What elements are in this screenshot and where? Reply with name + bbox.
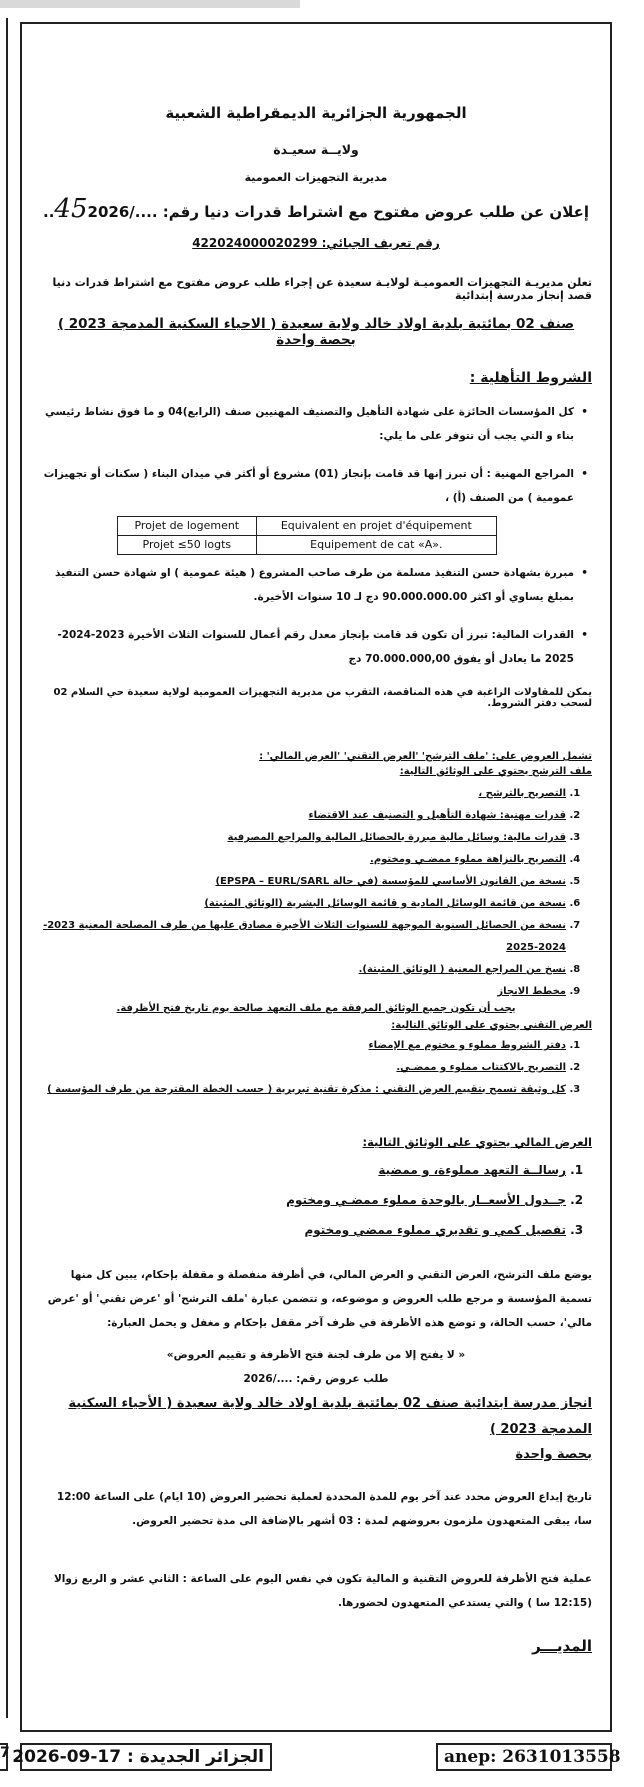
submission-paragraph: يوضع ملف الترشح، العرض التقني و العرض المالي، في أظرفة منفصلة و مقفلة بإحكام، يبين كل منها تسمية المؤسسة و مرجع طلب العروض و موضوعه، و تتضمن عبارة 'ملف الترشح' أو 'عرض تقني' أو 'عرض مالي'، حسب الحالة، و توضع هذه الأظرفة في ظرف آخر مقفل بإحكام و مغفل و يحمل العبارة:	[47, 1269, 592, 1329]
technical-list	[40, 1035, 592, 1101]
list-item: 8. نسخ من المراجع المعنية ( الوثائق المثبتة).	[40, 959, 566, 981]
availability-note: يمكن للمقاولات الراغبة في هذه المناقصة، التقرب من مديرية التجهيزات العمومية لولاية سعيدة حي السلام 02 لسحب دفتر الشروط.	[53, 687, 592, 709]
deadline-paragraph: تاريخ إيداع العروض محدد عند آخر يوم للمدة المحددة لعملية تحضير العروض (10 ايام) على الساعة 12:00 سا، يبقى المتعهدون ملزمون بعروضهم لمدة : 03 أشهر بالإضافة الى مدة تحضير العروض.	[56, 1491, 592, 1527]
list-item: 6. نسخة من قائمة الوسائل المادية و قائمة الوسائل البشرية (الوثائق المثبتة)	[40, 893, 566, 915]
announcement-suffix: 2026/....	[87, 203, 158, 221]
condition-item-2	[40, 462, 574, 555]
list-item: 4. التصريح بالنزاهة مملوء ممضـي ومختوم.	[40, 849, 566, 871]
submission-quote: « لا يفتح إلا من طرف لجنة فتح الأظرفة و تقييم العروض»	[166, 1349, 466, 1361]
condition-item-1: • كل المؤسسات الحائزة على شهادة التأهيل والتصنيف المهنيين صنف (الرابع)04 و ما فوق نشاط رئيسي بناء و التي يجب أن تتوفر على ما يلي:	[40, 400, 574, 448]
condition-item-4: • القدرات المالية: تبرز أن تكون قد قامت بإنجاز معدل رقم أعمال للسنوات الثلاث الأخيرة 2023-2024-2025 ما يعادل أو يفوق 70.000.000,00 دج	[40, 623, 574, 671]
list-item: 1. رسالــة التعهد مملوءة، و ممضية	[40, 1155, 566, 1185]
announcement-body	[40, 38, 592, 1655]
candidature-list	[40, 783, 592, 1003]
financial-title: العرض المالي يحتوي على الوثائق التالية:	[362, 1135, 592, 1149]
condition-item-3: • مبررة بشهادة حسن التنفيذ مسلمة من طرف صاحب المشروع ( هيئة عمومية ) او شهادة حسن التنفيذ بمبلغ يساوي أو اكثر 90.000.000.00 دج لـ 10 سنوات الأخيرة.	[40, 561, 574, 609]
project-line-1: انجاز مدرسة ابتدائية صنف 02 بمائتية بلدية اولاد خالد ولاية سعيدة ( الأحياء السكنية المدمجة 2023 )	[68, 1396, 592, 1437]
list-item: 3. قدرات مالية: وسائل مالية مبررة بالحصائل المالية والمراجع المصرفية	[40, 827, 566, 849]
announcement-prefix: إعلان عن طلب عروض مفتوح مع اشتراط قدرات دنيا رقم:	[162, 203, 589, 221]
intro-line-2: صنف 02 بمائتية بلدية اولاد خالد ولاية سعيدة ( الاحياء السكنية المدمجة 2023 ) بحصة واحدة	[57, 316, 575, 348]
request-number: طلب عروض رقم: ..../2026	[243, 1373, 389, 1385]
candidature-title: ملف الترشح يحتوي على الوثائق التالية:	[399, 766, 592, 777]
wilaya-heading: ولايــة سعيـدة	[273, 142, 359, 157]
newspaper-date: الجزائر الجديدة : 17-09-2026	[20, 1743, 272, 1771]
table-cell: Equipement de cat «A».	[256, 536, 496, 555]
table-cell: Projet ≤50 logts	[118, 536, 257, 555]
tax-id: رقم تعريف الجبائي: 422024000020299	[192, 236, 440, 250]
announcement-title: إعلان عن طلب عروض مفتوح مع اشتراط قدرات دنيا رقم: ..452026/....	[43, 194, 589, 224]
republic-heading: الجمهورية الجزائرية الديمقراطية الشعبية	[165, 104, 467, 122]
top-gray-bar	[0, 0, 300, 8]
list-item: 5. نسخة من القانون الأساسي للمؤسسة (في حالة EPSPA – EURL/SARL)	[40, 871, 566, 893]
edge-fragment: 7	[0, 1743, 8, 1771]
left-column-rule	[6, 18, 8, 1718]
anep-reference: anep: 2631013558	[436, 1743, 612, 1771]
table-row	[118, 517, 497, 536]
announcement-number: 45	[54, 194, 88, 224]
list-item: 1. التصريح بالترشح ،	[40, 783, 566, 805]
table-row	[118, 536, 497, 555]
financial-list	[40, 1155, 592, 1245]
conditions-title: الشروط التأهلية :	[469, 370, 592, 386]
condition-item-2-text: المراجع المهنية : أن تبرز إنها قد قامت بإنجاز (01) مشروع أو أكثر في ميدان البناء ( سكنات أو تجهيزات عمومية ) من الصنف (أ) ،	[43, 468, 574, 504]
list-item: 3. تفصيل كمي و تقديري مملوء ممضي ومختوم	[40, 1215, 566, 1245]
directorate-heading: مديرية التجهيزات العمومية	[244, 171, 388, 184]
candidature-note: يجب أن تكون جميع الوثائق المرفقة مع ملف التعهد صالحة يوم تاريخ فتح الأظرفة.	[116, 1003, 516, 1014]
financial-block	[40, 1155, 592, 1245]
list-item: 2. قدرات مهنية: شهادة التأهيل و التصنيف عند الاقتضاء	[40, 805, 566, 827]
conditions-list	[40, 400, 592, 671]
list-item: 9. مخطط الانجاز	[40, 981, 566, 1003]
list-item: 3. كل وثيقة تسمح بتقييم العرض التقني : مذكرة تقنية تبريرية ( حسب الخطة المقترحة من طرف المؤسسة )	[40, 1079, 566, 1101]
signature: المديـــر	[532, 1637, 592, 1655]
equivalence-table	[117, 516, 497, 555]
announcement-frame	[20, 22, 612, 1732]
list-item: 2. جــدول الأسعــار بالوحدة مملوء ممضـي ومختوم	[40, 1185, 566, 1215]
list-item: 7. نسخة من الحصائل السنوية الموجهة للسنوات الثلاث الأخيرة مصادق عليها من طرف المصلحة المعنية 2023-2024-2025	[40, 915, 566, 959]
table-cell: Equivalent en projet d'équipement	[256, 517, 496, 536]
footer	[12, 1743, 621, 1773]
offers-section	[40, 751, 592, 1245]
list-item: 1. دفتر الشروط مملوء و مختوم مع الإمضاء	[40, 1035, 566, 1057]
technical-title: العرض التقني يحتوي على الوثائق التالية:	[391, 1020, 592, 1031]
intro-line-1: تعلن مديريـة التجهيزات العموميـة لولايـة سعيدة عن إجراء طلب عروض مفتوح مع اشتراط قدرات دنيا قصد إنجاز مدرسة إبتدائية	[52, 276, 592, 302]
opening-paragraph: عملية فتح الأظرفة للعروض التقنية و المالية تكون في نفس اليوم على الساعة : الثاني عشر و الربع زوالا (12:15 سا ) والتي يستدعي المتعهدون لحضورها.	[53, 1573, 592, 1609]
table-cell: Projet de logement	[118, 517, 257, 536]
list-item: 2. التصريح بالاكتتاب مملوء و ممضـي.	[40, 1057, 566, 1079]
project-line-2: بحصة واحدة	[515, 1447, 592, 1462]
offers-intro: تشمل العروض على: 'ملف الترشح' 'العرض التقني' 'العرض المالي' :	[259, 751, 592, 762]
